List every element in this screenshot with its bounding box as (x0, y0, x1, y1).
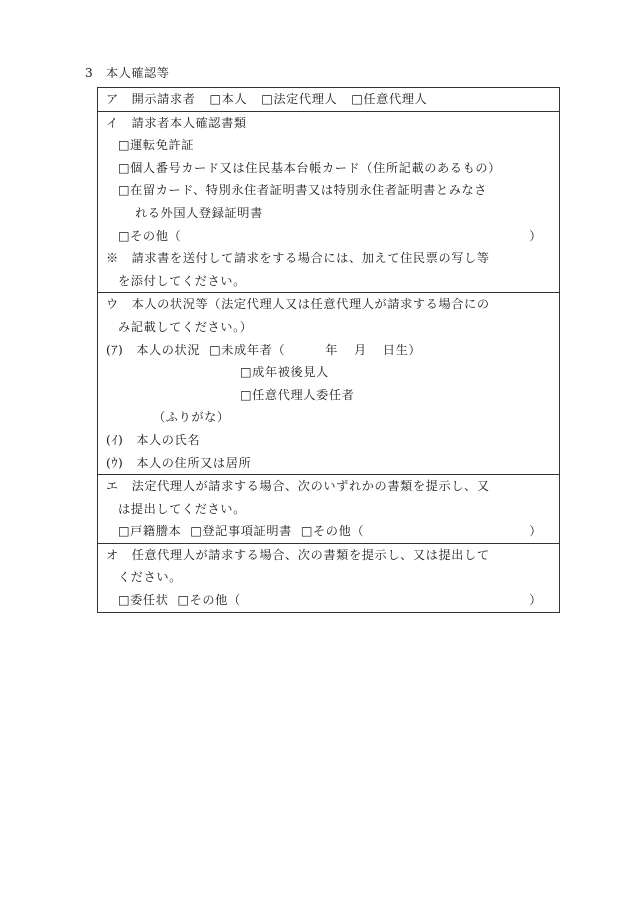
requester-label: ア 開示請求者 (106, 92, 196, 106)
checkbox-voluntary-other[interactable]: □その他（ (177, 593, 241, 608)
mail-note-line-2: を添付してください。 (118, 273, 246, 288)
section-title: 3 本人確認等 (85, 66, 170, 80)
section-requester (98, 88, 559, 111)
section-person-status (98, 292, 559, 474)
status-sub-label: (ｱ) 本人の状況 (106, 342, 201, 357)
checkbox-family-register[interactable]: □戸籍謄本 (118, 524, 182, 539)
section-id-documents (98, 111, 559, 293)
section-legal-agent-docs (98, 474, 559, 543)
checkbox-adult-ward[interactable]: □成年被後見人 (240, 365, 329, 380)
checkbox-appointer[interactable]: □任意代理人委任者 (240, 387, 355, 402)
legal-other-close-paren: ） (529, 524, 542, 539)
checkbox-legal-other[interactable]: □その他（ (300, 524, 365, 539)
checkbox-minor[interactable]: □未成年者（ (209, 342, 286, 357)
checkbox-legal-agent[interactable]: □法定代理人 (261, 92, 338, 106)
birth-month-label: 月 (354, 342, 367, 357)
identity-table (97, 87, 560, 613)
id-documents-heading: イ 請求者本人確認書類 (106, 115, 247, 130)
person-address-label: (ｳ) 本人の住所又は居所 (106, 455, 252, 470)
checkbox-self[interactable]: □本人 (209, 92, 248, 106)
checkbox-my-number-card[interactable]: □個人番号カード又は住民基本台帳カード（住所記載のあるもの） (118, 160, 501, 175)
checkbox-voluntary-agent[interactable]: □任意代理人 (351, 92, 428, 106)
other-document-row (98, 225, 559, 248)
voluntary-agent-line-1: オ 任意代理人が請求する場合、次の書類を提示し、又は提出して (106, 547, 490, 562)
legal-agent-line-1: エ 法定代理人が請求する場合、次のいずれかの書類を提示し、又 (106, 479, 490, 494)
person-name-label: (ｲ) 本人の氏名 (106, 432, 201, 447)
voluntary-other-close-paren: ） (529, 593, 542, 608)
birth-year-label: 年 (325, 342, 338, 357)
voluntary-agent-options (98, 589, 559, 612)
residence-card-continuation: れる外国人登録証明書 (135, 205, 263, 220)
requester-row (98, 88, 559, 111)
status-heading-line-2: み記載してください。） (118, 319, 253, 334)
status-heading-line-1: ウ 本人の状況等（法定代理人又は任意代理人が請求する場合にの (106, 297, 490, 312)
checkbox-registry-certificate[interactable]: □登記事項証明書 (190, 524, 292, 539)
furigana-label: （ふりがな） (153, 410, 230, 425)
checkbox-drivers-license[interactable]: □運転免許証 (118, 138, 195, 153)
legal-agent-options (98, 520, 559, 543)
section-voluntary-agent-docs (98, 543, 559, 612)
status-row (98, 339, 559, 362)
birth-day-label: 日生） (382, 342, 422, 357)
legal-agent-line-2: は提出してください。 (118, 501, 246, 516)
checkbox-residence-card[interactable]: □在留カード、特別永住者証明書又は特別永住者証明書とみなさ (118, 183, 488, 198)
voluntary-agent-line-2: ください。 (118, 570, 182, 585)
mail-note-line-1: ※ 請求書を送付して請求をする場合には、加えて住民票の写し等 (106, 251, 490, 266)
checkbox-other-document[interactable]: □その他（ (118, 228, 182, 243)
other-close-paren: ） (529, 228, 542, 243)
checkbox-power-of-attorney[interactable]: □委任状 (118, 593, 169, 608)
